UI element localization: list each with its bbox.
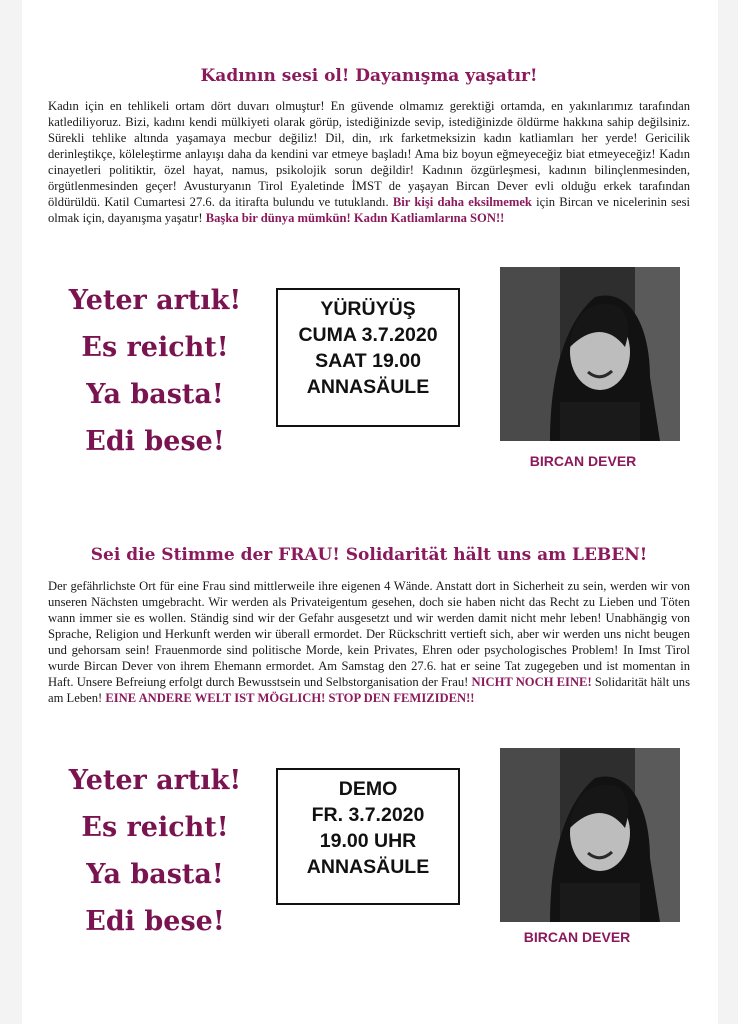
section2-accent2: EINE ANDERE WELT IST MÖGLICH! STOP DEN FEMIZIDEN!! xyxy=(105,691,475,705)
event-place: ANNASÄULE xyxy=(306,376,430,398)
section2-photo-caption: BIRCAN DEVER xyxy=(523,929,631,945)
event-date: CUMA 3.7.2020 xyxy=(298,324,438,346)
slogan-3: Ya basta! xyxy=(86,379,224,410)
section2-body-text: Der gefährlichste Ort für eine Frau sind mittlerweile ihre eigenen 4 Wände. Anstatt dort in Sicherheit zu sein, werden wir von unseren Nächsten umgebracht. Wir werden als Privateigentum gesehen, doch sie haben nicht das Recht zu Lieben und Töten wann immer sie es wollen. Ständig sind wir der Gefahr ausgesetzt und wir werden damit nicht mehr leben! Unabhängig von Sprache, Religion und Herkunft werden wir überall ermordet. Der Rückschritt vertieft sich, aber wir werden uns nicht beugen und gehorsam sein! Frauenmorde sind politische Morde, kein Privates, Ehren oder psychologisches Problem! In Imst Tirol wurde Bircan Dever von ihrem Ehemann ermordet. Am Samstag den 27.6. hat er seine Tat zugegeben und ist momentan in Haft. Unsere Befreiung erfolgt durch Bewusstsein und Selbstorganisation der Frau! xyxy=(48,579,690,689)
section2-event-box xyxy=(276,768,460,905)
slogan-3: Ya basta! xyxy=(86,859,224,890)
slogan-4: Edi bese! xyxy=(85,426,225,457)
section1-accent2: Başka bir dünya mümkün! Kadın Katliamlarına SON!! xyxy=(205,211,505,225)
event-time: SAAT 19.00 xyxy=(315,350,421,372)
slogan-1: Yeter artık! xyxy=(68,765,242,796)
section2-body-mid: Solidarität hält uns am Leben! xyxy=(48,675,690,705)
slogan-4: Edi bese! xyxy=(85,906,225,937)
slogan-2: Es reicht! xyxy=(81,812,229,843)
section1-heading: Kadının sesi ol! Dayanışma yaşatır! xyxy=(200,66,538,86)
slogan-1: Yeter artık! xyxy=(68,285,242,316)
section1-photo-caption: BIRCAN DEVER xyxy=(529,453,637,469)
slogan-2: Es reicht! xyxy=(81,332,229,363)
section1-body xyxy=(48,98,690,226)
event-title: YÜRÜYÜŞ xyxy=(320,298,416,320)
section1-event-box xyxy=(276,288,460,427)
section1-slogans xyxy=(40,277,270,465)
event-place: ANNASÄULE xyxy=(306,856,430,878)
event-date: FR. 3.7.2020 xyxy=(311,804,425,826)
section1-portrait-photo xyxy=(500,267,680,441)
section1-body-text: Kadın için en tehlikeli ortam dört duvarı olmuştur! En güvende olmamız gerektiği ortamda, en yakınlarımız tarafından katlediliyoruz. Bizi, kadını kendi mülkiyeti olarak görüp, istediğinizde sevip, istediğinizde öldürme hakkına sahip değilsiniz. Sürekli tehlike altında yaşamaya mecbur değiliz! Dil, din, ırk farketmeksizin kadın katliamları her yerde! Gericilik derinleştikçe, köleleştirme anlayışı daha da kendini var etmeye başladı! Ama biz boyun eğmeyeceğiz biat etmeyeceğiz! Kadın cinayetleri politiktir, özel hayat, namus, psikolojik sorun değildir! Kadının özgürleşmesi, kadının bilinçlenmesinden, örgütlenmesinden geçer! Avusturyanın Tirol Eyaletinde İMST de yaşayan Bircan Dever evli olduğu erkek tarafından öldürüldü. Katil Cumartesi 27.6. da itirafta bulundu ve tutuklandı. xyxy=(48,99,690,209)
event-title: DEMO xyxy=(338,778,398,800)
section2-body xyxy=(48,578,690,706)
section2-portrait-photo xyxy=(500,748,680,922)
section2-slogans xyxy=(40,757,270,945)
section2-heading: Sei die Stimme der FRAU! Solidarität hält uns am LEBEN! xyxy=(90,545,648,565)
section1-accent1: Bir kişi daha eksilmemek xyxy=(392,195,532,209)
section2-accent1: NICHT NOCH EINE! xyxy=(471,675,592,689)
event-time: 19.00 UHR xyxy=(319,830,417,852)
section1-body-mid: için Bircan ve nicelerinin sesi olmak için, dayanışma yaşatır! xyxy=(48,195,690,225)
